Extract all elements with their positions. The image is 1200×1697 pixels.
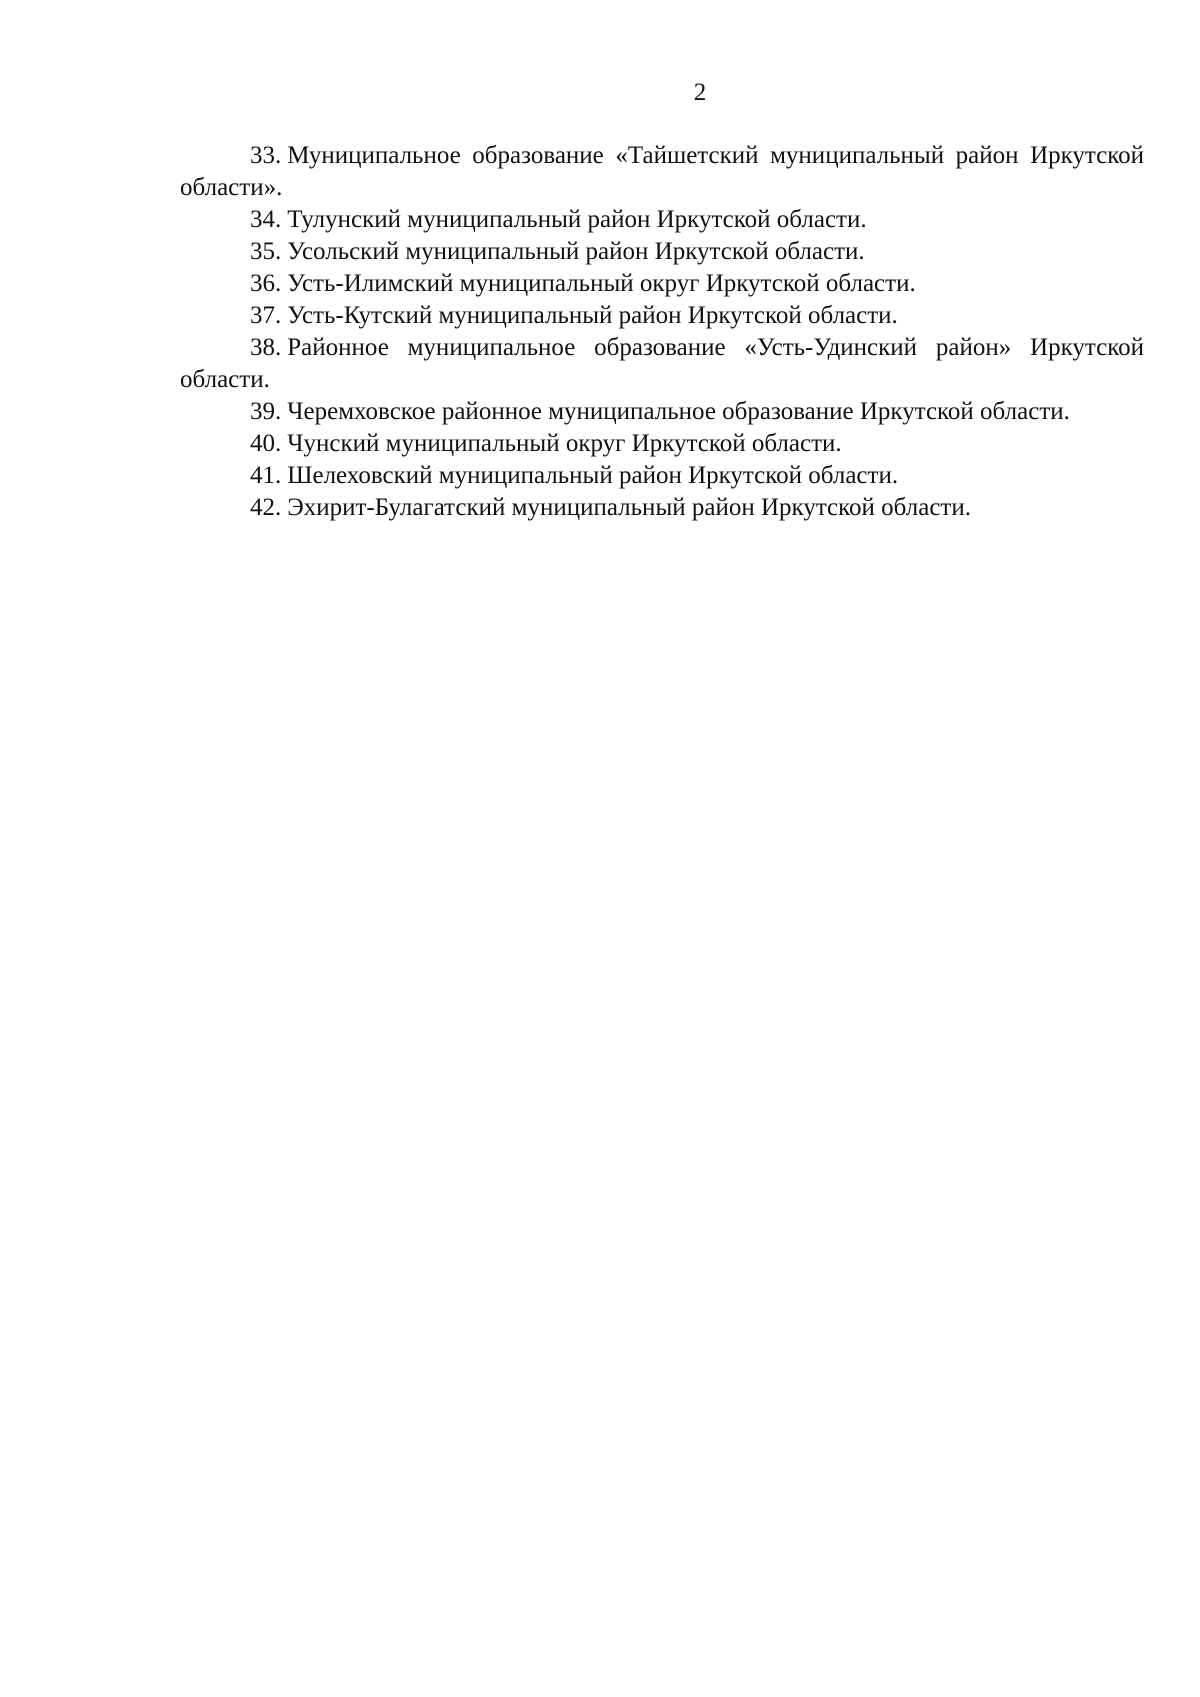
item-number: 37. (250, 302, 282, 329)
list-item (180, 300, 1144, 332)
list-item (180, 204, 1144, 236)
item-text: Тулунский муниципальный район Иркутской области. (287, 206, 867, 233)
item-text: Чунский муниципальный округ Иркутской области. (287, 430, 842, 457)
item-number: 38. (250, 334, 282, 361)
page-number: 2 (693, 79, 707, 106)
item-text: Муниципальное образование «Тайшетский муниципальный район Иркутской области». (180, 142, 1144, 201)
item-number: 39. (250, 398, 282, 425)
item-number: 33. (250, 142, 282, 169)
item-number: 40. (250, 430, 282, 457)
item-text: Районное муниципальное образование «Усть-Удинский район» Иркутской области. (180, 334, 1144, 393)
item-number: 42. (250, 494, 282, 521)
list-item (180, 396, 1144, 428)
list-item (180, 140, 1144, 204)
list-item (180, 236, 1144, 268)
item-text: Усть-Илимский муниципальный округ Иркутской области. (287, 270, 916, 297)
item-text: Усть-Кутский муниципальный район Иркутской области. (287, 302, 898, 329)
list-item (180, 332, 1144, 396)
item-number: 34. (250, 206, 282, 233)
municipality-list (180, 140, 1144, 524)
item-text: Эхирит-Булагатский муниципальный район Иркутской области. (287, 494, 971, 521)
item-text: Черемховское районное муниципальное образование Иркутской области. (287, 398, 1070, 425)
item-number: 41. (250, 462, 282, 489)
item-number: 35. (250, 238, 282, 265)
list-item (180, 492, 1144, 524)
item-text: Усольский муниципальный район Иркутской области. (287, 238, 865, 265)
list-item (180, 460, 1144, 492)
item-text: Шелеховский муниципальный район Иркутской области. (287, 462, 899, 489)
item-number: 36. (250, 270, 282, 297)
list-item (180, 268, 1144, 300)
list-item (180, 428, 1144, 460)
